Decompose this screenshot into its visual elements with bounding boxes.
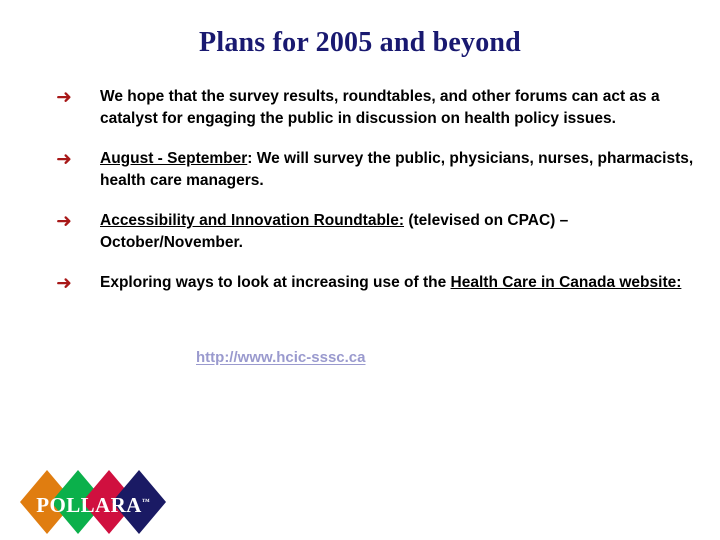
bullet-item-1	[0, 86, 720, 129]
bullet-text-3	[100, 210, 696, 253]
bullet-item-4	[0, 272, 720, 294]
arrow-bullet-icon: ➜	[56, 272, 72, 294]
arrow-bullet-icon: ➜	[56, 86, 72, 108]
bullet-1-segment-1: We hope that the survey results, roundtables, and other forums can act as a catalyst for engaging the public in discussion on health policy issues.	[100, 88, 660, 127]
pollara-wordmark-label: POLLARA	[36, 493, 142, 517]
pollara-logo-diamonds	[18, 468, 168, 536]
arrow-bullet-icon: ➜	[56, 210, 72, 232]
diamond-navy-icon	[112, 470, 166, 534]
bullet-item-3	[0, 210, 720, 253]
bullet-4-segment-2: Health Care in Canada website:	[450, 274, 682, 291]
bullet-2-segment-1: August - September	[100, 150, 248, 167]
website-url-line	[0, 348, 720, 368]
bullet-4-segment-1: Exploring ways to look at increasing use of the	[100, 274, 451, 291]
trademark-icon: ™	[141, 497, 150, 506]
pollara-logo	[18, 468, 168, 536]
bullet-3-segment-1: Accessibility and Innovation Roundtable:	[100, 212, 405, 229]
bullet-3-segment-2: (televised on CPAC) – October/November.	[100, 212, 569, 251]
bullet-text-2	[100, 148, 696, 191]
bullet-text-4	[100, 272, 696, 294]
bullet-list	[0, 86, 720, 313]
bullet-item-2	[0, 148, 720, 191]
website-url-link[interactable]: http://www.hcic-sssc.ca	[196, 349, 366, 366]
bullet-2-segment-2: : We will survey the public, physicians, nurses, pharmacists, health care managers.	[100, 150, 694, 189]
bullet-text-1	[100, 86, 696, 129]
page-title: Plans for 2005 and beyond	[199, 27, 521, 58]
arrow-bullet-icon: ➜	[56, 148, 72, 170]
